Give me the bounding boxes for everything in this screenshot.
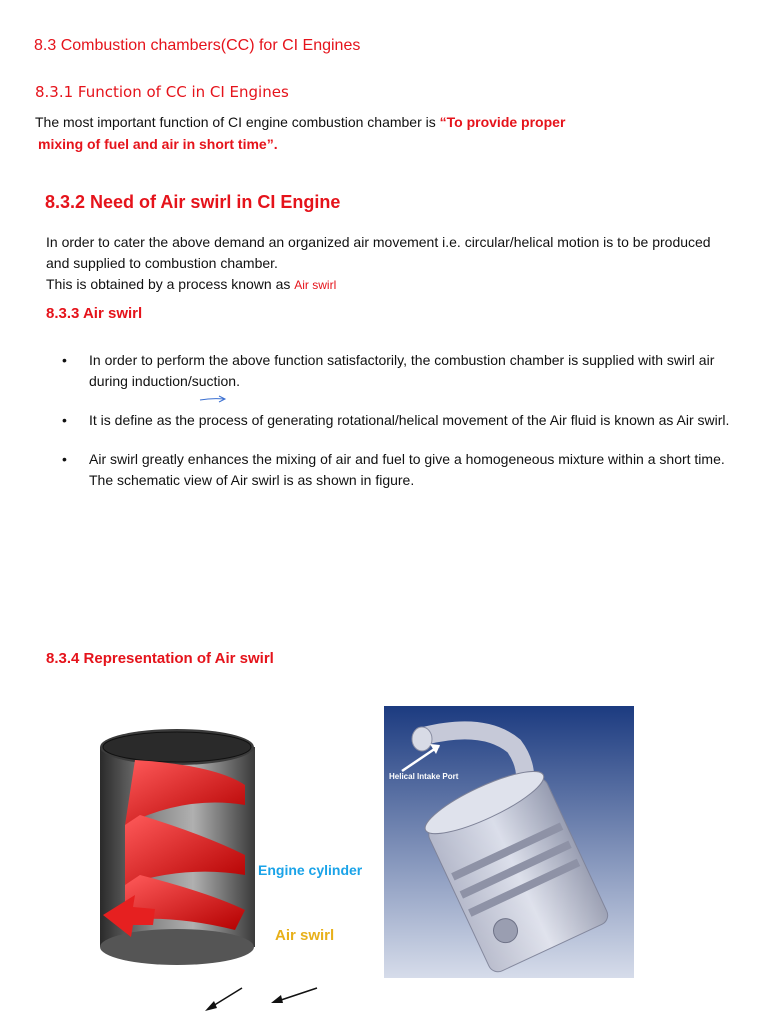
piston-render-image [384,706,634,978]
list-item [62,350,737,392]
engine-cylinder-label: Engine cylinder [258,862,363,878]
bullet-icon: • [62,451,67,467]
page-title: 8.3 Combustion chambers(CC) for CI Engines [34,37,361,54]
small-arrow-icon [198,392,228,406]
bullet-text: In order to perform the above function satisfactorily, the combustion chamber is supplied with swirl air during induction/suction. [89,352,715,389]
bottom-arrows [200,985,325,1015]
cylinder-swirl-diagram [95,725,265,970]
arrowhead-left-icon [205,1001,217,1011]
helical-intake-port-label: Helical Intake Port [389,772,459,781]
obtained-text: This is obtained by a process known as [46,276,295,292]
helical-intake-render [384,706,634,978]
function-text: The most important function of CI engine combustion chamber is [35,114,440,130]
cylinder-bottom [100,929,254,965]
section-8-3-1-text [35,111,735,155]
section-8-3-2-text [46,232,726,296]
bullet-text: It is define as the process of generating rotational/helical movement of the Air fluid is known as Air swirl. [89,412,730,428]
cylinder-top-rim [103,732,251,762]
arrowhead-right-icon [271,995,283,1003]
air-swirl-highlight: Air swirl [294,278,337,292]
need-text: In order to cater the above demand an organized air movement i.e. circular/helical motion is to be produced and supplied to combustion chamber. [46,234,711,271]
function-quote-2: mixing of fuel and air in short time”. [38,136,278,152]
section-8-3-4-title: 8.3.4 Representation of Air swirl [46,650,274,667]
bullet-icon: • [62,352,67,368]
air-swirl-label: Air swirl [275,927,335,944]
intake-opening [412,727,432,751]
bullet-icon: • [62,412,67,428]
list-item [62,410,737,431]
air-swirl-bullets [62,350,737,509]
list-item [62,449,737,491]
section-8-3-1-title: 8.3.1 Function of CC in CI Engines [35,83,289,101]
section-8-3-3-title: 8.3.3 Air swirl [46,305,143,322]
bullet-text: Air swirl greatly enhances the mixing of air and fuel to give a homogeneous mixture within a short time. The schematic view of Air swirl is as shown in figure. [89,451,725,488]
function-quote-1: “To provide proper [439,114,566,130]
section-8-3-2-title: 8.3.2 Need of Air swirl in CI Engine [45,192,341,212]
